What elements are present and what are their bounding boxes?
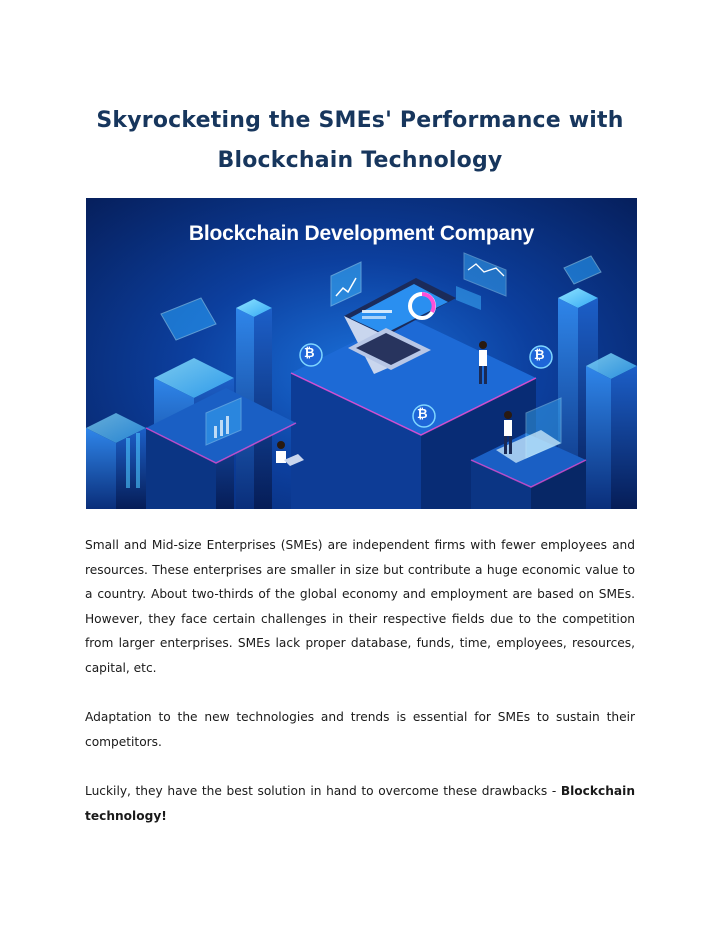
paragraph-smes-intro: Small and Mid-size Enterprises (SMEs) are independent firms with fewer employees and resources. These enterprises are smaller in size but contribute a huge economic value to a country. About two-thirds of the global economy and employment are based on SMEs. However, they face certain challenges in their respective fields due to the competition from larger enterprises. SMEs lack proper database, funds, time, employees, resources, capital, etc. <box>85 538 635 675</box>
hero-heading: Blockchain Development Company <box>188 222 535 245</box>
bitcoin-symbol-3: ₿ <box>417 407 428 422</box>
page-title-line-2: Blockchain Technology <box>217 148 503 173</box>
paragraph-adaptation: Adaptation to the new technologies and trends is essential for SMEs to sustain their competitors. <box>85 710 635 749</box>
hero-illustration <box>86 198 637 509</box>
paragraph-solution-text: Luckily, they have the best solution in hand to overcome these drawbacks - <box>85 784 561 798</box>
bitcoin-symbol-1: ₿ <box>304 346 315 361</box>
page-title-line-1: Skyrocketing the SMEs' Performance with <box>96 108 624 133</box>
paragraph-solution <box>85 779 635 828</box>
blockchain-technology-emphasis: Blockchain technology! <box>85 784 635 823</box>
bitcoin-symbol-2: ₿ <box>534 348 545 363</box>
